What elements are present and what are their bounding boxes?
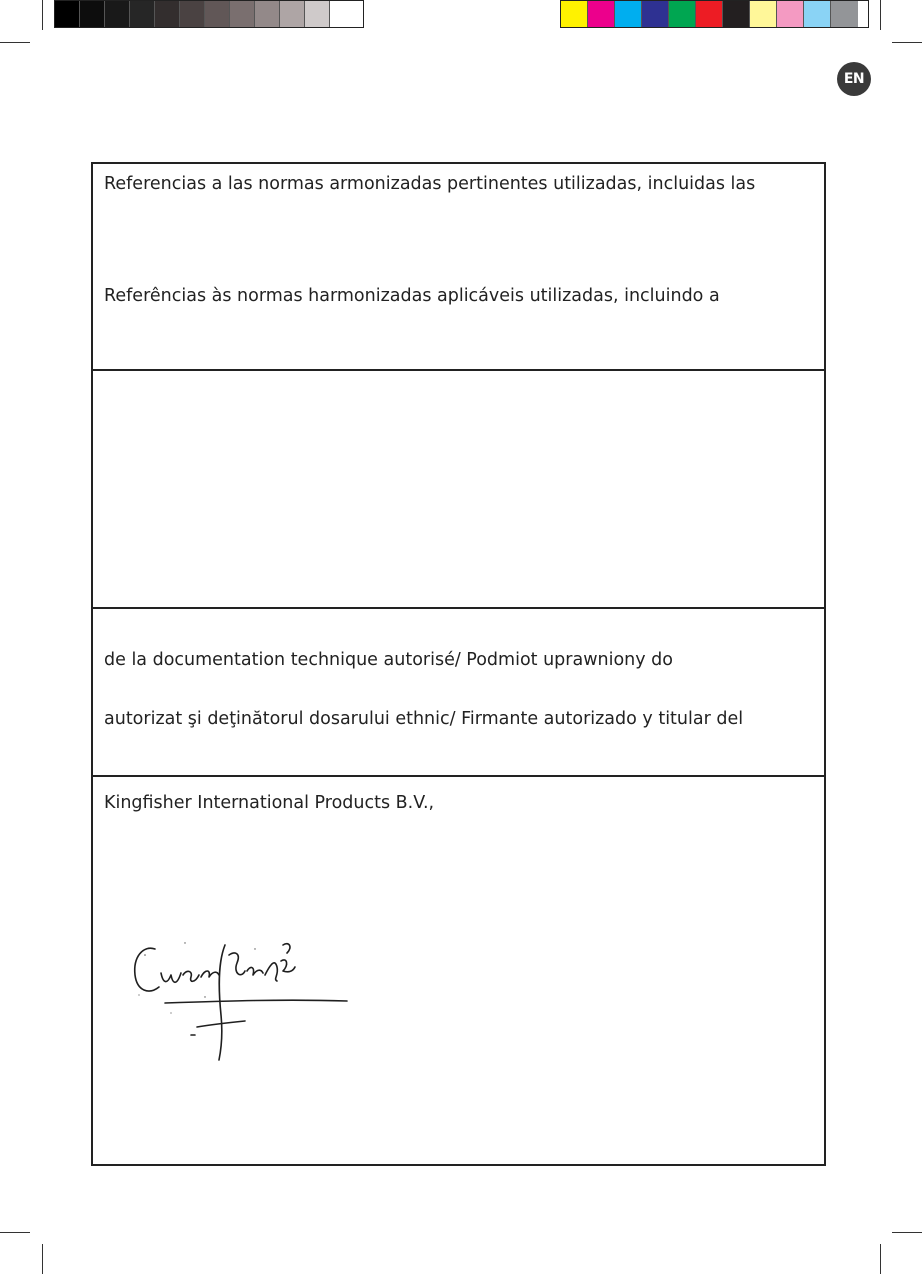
section-divider (93, 369, 824, 371)
section1-line2: Referências às normas harmonizadas aplicáveis utilizadas, incluindo a (104, 286, 720, 306)
process-color-bar (560, 0, 869, 28)
section-divider (93, 775, 824, 777)
color-swatch (255, 1, 280, 27)
crop-mark-top-left-h (0, 42, 30, 43)
section1-line1: Referencias a las normas armonizadas pertinentes utilizadas, incluidas las (104, 174, 756, 194)
color-swatch (105, 1, 130, 27)
color-swatch (777, 1, 804, 27)
crop-mark-bottom-right-v (880, 1244, 881, 1274)
color-swatch (588, 1, 615, 27)
company-name: Kingfisher International Products B.V., (104, 793, 435, 813)
color-swatch (330, 1, 355, 27)
crop-mark-top-left-v (42, 0, 43, 30)
color-swatch (615, 1, 642, 27)
color-swatch (669, 1, 696, 27)
color-swatch (305, 1, 330, 27)
color-swatch (280, 1, 305, 27)
section3-line2: autorizat şi deţinătorul dosarului ethnic/ Firmante autorizado y titular del (104, 709, 744, 729)
color-swatch (642, 1, 669, 27)
color-swatch (230, 1, 255, 27)
color-swatch (180, 1, 205, 27)
section-divider (93, 607, 824, 609)
section3-line1: de la documentation technique autorisé/ Podmiot uprawniony do (104, 650, 673, 670)
crop-mark-bottom-left-h (0, 1232, 30, 1233)
crop-mark-top-right-v (880, 0, 881, 30)
color-swatch (804, 1, 831, 27)
color-swatch (561, 1, 588, 27)
color-swatch (205, 1, 230, 27)
crop-mark-bottom-right-h (892, 1232, 922, 1233)
crop-mark-top-right-h (892, 42, 922, 43)
color-swatch (750, 1, 777, 27)
color-swatch (155, 1, 180, 27)
color-swatch (831, 1, 858, 27)
color-swatch (55, 1, 80, 27)
color-swatch (80, 1, 105, 27)
color-swatch (723, 1, 750, 27)
color-swatch (696, 1, 723, 27)
signature-image (125, 935, 355, 1065)
color-swatch (130, 1, 155, 27)
language-badge: EN (837, 62, 871, 96)
crop-mark-bottom-left-v (42, 1244, 43, 1274)
grayscale-color-bar (54, 0, 364, 28)
